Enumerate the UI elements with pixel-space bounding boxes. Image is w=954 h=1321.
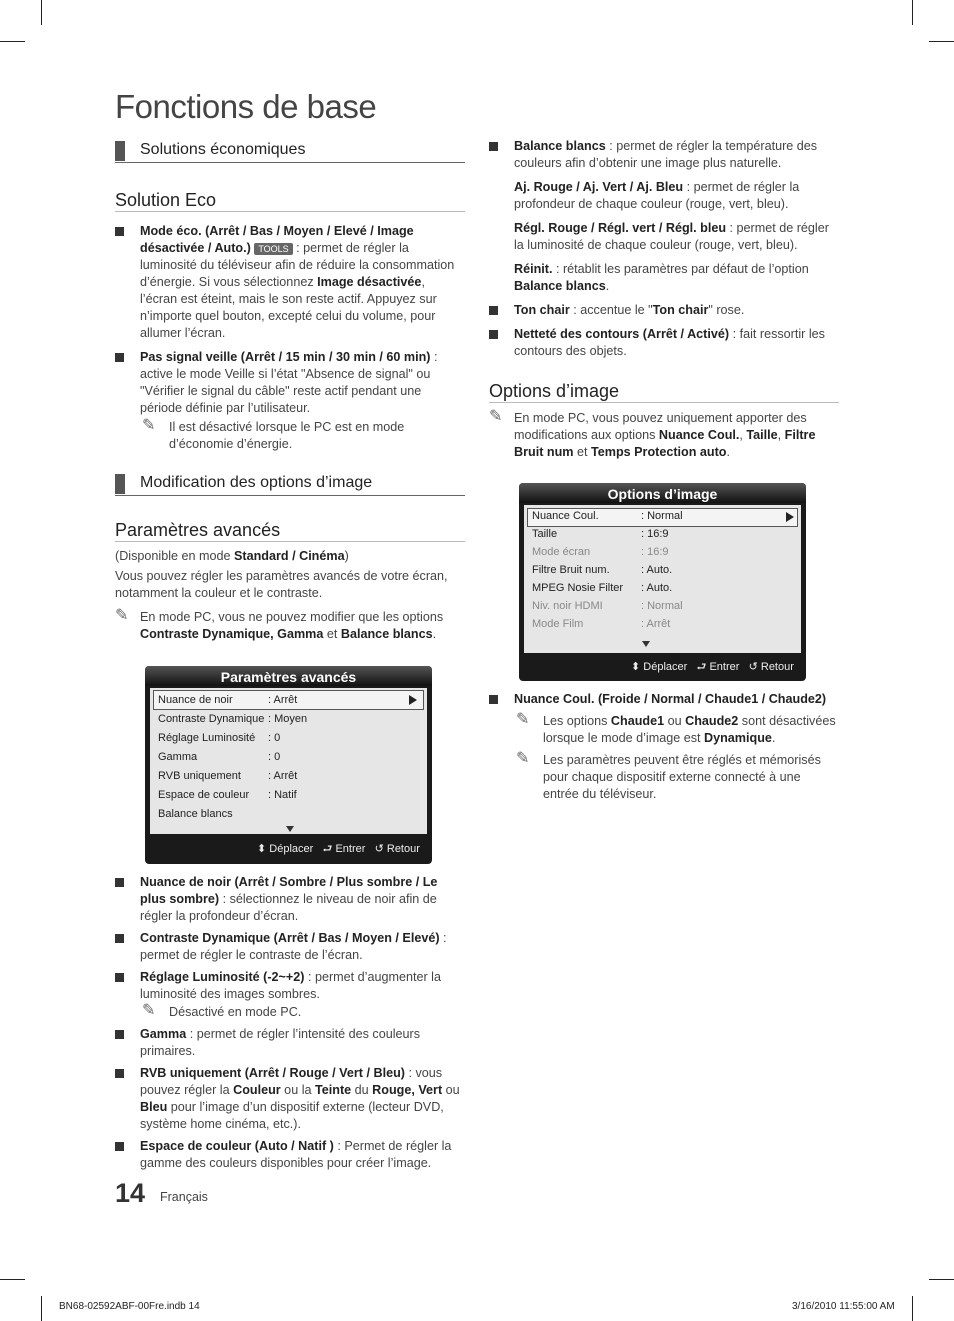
menu-row-value: : 16:9 xyxy=(641,528,669,540)
menu-row-label: MPEG Nosie Filter xyxy=(532,582,624,594)
crop-mark xyxy=(912,1296,913,1321)
crop-mark xyxy=(0,41,25,42)
menu-row-value: : Auto. xyxy=(641,564,673,576)
list-item: Pas signal veille (Arrêt / 15 min / 30 min / 60 min) : active le mode Veille si l’état "Absence de signal" ou "Vérifier le signal du câble" reste actif pendant une période définie par l’utilisateur. xyxy=(115,349,465,417)
paragraph: Réinit. : rétablit les paramètres par défaut de l’option Balance blancs. xyxy=(514,262,809,293)
menu-row[interactable] xyxy=(158,786,418,804)
footer-date: 3/16/2010 11:55:00 AM xyxy=(792,1301,895,1312)
arrow-down-icon xyxy=(286,826,294,832)
pencil-icon: ✎ xyxy=(115,607,129,624)
list-item: Mode éco. (Arrêt / Bas / Moyen / Elevé / Image désactivée / Auto.) TOOLS : permet de régler la luminosité du téléviseur afin de réduire la consommation d’énergie. Si vous sélectionnez Image désactivée, l’écran est éteint, mais le son reste actif. Appuyez sur n’importe quel bouton, excepté celui du volume, pour allumer l’écran. xyxy=(115,223,465,342)
return-icon: ↺ xyxy=(748,661,758,673)
menu-row-label: Contraste Dynamique xyxy=(158,713,265,725)
menu-row[interactable] xyxy=(158,729,418,747)
menu-row-value: : Moyen xyxy=(268,713,308,725)
list-item: Contraste Dynamique (Arrêt / Bas / Moyen / Elevé) : permet de régler le contraste de l’écran. xyxy=(115,930,465,964)
list-item: Nuance Coul. (Froide / Normal / Chaude1 / Chaude2) xyxy=(489,691,839,708)
heading-parametres-avances: Paramètres avancés xyxy=(115,522,465,542)
section-title: Solutions économiques xyxy=(140,141,306,158)
return-icon: ↺ xyxy=(374,843,384,855)
list-item: Balance blancs : permet de régler la température des couleurs afin d’obtenir une image plus naturelle. xyxy=(489,138,839,172)
enter-hint: Entrer xyxy=(709,661,740,673)
updown-icon: ⬍ xyxy=(631,661,641,673)
move-hint: Déplacer xyxy=(269,843,314,855)
menu-row[interactable] xyxy=(158,748,418,766)
pencil-icon: ✎ xyxy=(489,408,503,425)
menu-row-label: Espace de couleur xyxy=(158,789,250,801)
menu-footer xyxy=(257,840,420,859)
updown-icon: ⬍ xyxy=(257,843,267,855)
right-column-lower xyxy=(489,691,839,803)
menu-row-label: Nuance de noir xyxy=(158,694,233,706)
list-item: Ton chair : accentue le "Ton chair" rose. xyxy=(489,302,839,319)
menu-row-label: Réglage Luminosité xyxy=(158,732,256,744)
note: ✎ Désactivé en mode PC. xyxy=(142,1002,302,1019)
section-header xyxy=(115,138,465,163)
page-number: 14 xyxy=(115,1178,146,1208)
enter-icon: ⮐ xyxy=(322,843,333,855)
menu-row-label: Niv. noir HDMI xyxy=(532,600,603,612)
page-title: Fonctions de base xyxy=(115,88,377,125)
paragraph: Vous pouvez régler les paramètres avancés de votre écran, notamment la couleur et le contraste. xyxy=(115,569,448,600)
pencil-icon: ✎ xyxy=(516,711,530,728)
right-column xyxy=(489,138,839,461)
tools-badge: TOOLS xyxy=(254,243,292,255)
menu-row-label: Mode Film xyxy=(532,618,584,630)
menu-row-label: RVB uniquement xyxy=(158,770,241,782)
menu-row-value: : Normal xyxy=(641,600,683,612)
list-item: Nuance de noir (Arrêt / Sombre / Plus sombre / Le plus sombre) : sélectionnez le niveau de noir afin de régler la profondeur d’écran. xyxy=(115,874,465,925)
back-hint: Retour xyxy=(760,661,794,673)
list-item: Réglage Luminosité (-2~+2) : permet d’augmenter la luminosité des images sombres. xyxy=(115,969,465,1003)
menu-parametres-avances xyxy=(145,666,432,864)
pencil-icon: ✎ xyxy=(142,417,156,434)
list-item: Netteté des contours (Arrêt / Activé) : fait ressortir les contours des objets. xyxy=(489,326,839,360)
section-header xyxy=(115,471,465,496)
menu-row[interactable] xyxy=(532,525,792,543)
crop-mark xyxy=(929,41,954,42)
heading-options-image: Options d’image xyxy=(489,383,839,403)
enter-hint: Entrer xyxy=(335,843,366,855)
back-hint: Retour xyxy=(386,843,420,855)
paragraph: Aj. Rouge / Aj. Vert / Aj. Bleu : permet de régler la profondeur de chaque couleur (rouge, vert, bleu). xyxy=(514,180,800,211)
menu-row-value: : Normal xyxy=(641,510,683,522)
menu-row[interactable] xyxy=(158,710,418,728)
menu-row-value: : Arrêt xyxy=(641,618,671,630)
move-hint: Déplacer xyxy=(643,661,688,673)
menu-row-label: Taille xyxy=(532,528,558,540)
menu-row[interactable] xyxy=(158,805,418,823)
menu-row[interactable] xyxy=(532,579,792,597)
menu-row xyxy=(532,543,792,561)
note: ✎ En mode PC, vous pouvez uniquement apporter des modifications aux options Nuance Coul., Taille, Filtre Bruit num et Temps Protection auto. xyxy=(489,408,816,459)
crop-mark xyxy=(912,0,913,25)
crop-mark xyxy=(41,0,42,25)
menu-row[interactable] xyxy=(532,507,792,525)
note: ✎ Les options Chaude1 ou Chaude2 sont désactivées lorsque le mode d’image est Dynamique. xyxy=(516,711,836,745)
pencil-icon: ✎ xyxy=(516,750,530,767)
menu-row-value: : 0 xyxy=(268,751,281,763)
menu-row[interactable] xyxy=(158,691,418,709)
crop-mark xyxy=(929,1279,954,1280)
list-item: Espace de couleur (Auto / Natif ) : Permet de régler la gamme des couleurs disponibles pour créer l’image. xyxy=(115,1138,465,1172)
pencil-icon: ✎ xyxy=(142,1002,156,1019)
page-language: Français xyxy=(160,1190,208,1204)
list-item: RVB uniquement (Arrêt / Rouge / Vert / Bleu) : vous pouvez régler la Couleur ou la Teinte du Rouge, Vert ou Bleu pour l’image d’un dispositif externe (lecteur DVD, système home cinéma, etc.). xyxy=(115,1065,465,1133)
menu-row-value: : Auto. xyxy=(641,582,673,594)
section-title: Modification des options d’image xyxy=(140,474,373,491)
arrow-down-icon xyxy=(642,641,650,647)
menu-body xyxy=(524,505,801,653)
menu-row-value: : 0 xyxy=(268,732,281,744)
menu-options-image xyxy=(519,483,806,681)
left-column xyxy=(115,138,465,643)
list-item: Gamma : permet de régler l’intensité des couleurs primaires. xyxy=(115,1026,465,1060)
menu-row xyxy=(532,597,792,615)
menu-row[interactable] xyxy=(532,561,792,579)
menu-title: Options d’image xyxy=(519,483,806,503)
menu-row-value: : Arrêt xyxy=(268,770,298,782)
menu-row-label: Mode écran xyxy=(532,546,591,558)
crop-mark xyxy=(41,1296,42,1321)
enter-icon: ⮐ xyxy=(696,661,707,673)
menu-row-value: : Natif xyxy=(268,789,297,801)
footer-file: BN68-02592ABF-00Fre.indb 14 xyxy=(59,1301,200,1312)
paragraph: (Disponible en mode Standard / Cinéma) xyxy=(115,549,349,563)
paragraph: Régl. Rouge / Régl. vert / Régl. bleu : permet de régler la luminosité de chaque couleur (rouge, vert, bleu). xyxy=(514,221,829,252)
menu-row-label: Filtre Bruit num. xyxy=(532,564,610,576)
note: ✎ En mode PC, vous ne pouvez modifier que les options Contraste Dynamique, Gamma et Balance blancs. xyxy=(115,607,444,641)
menu-row-value: : 16:9 xyxy=(641,546,669,558)
heading-solution-eco: Solution Eco xyxy=(115,192,465,212)
menu-body xyxy=(150,688,427,834)
menu-row-label: Balance blancs xyxy=(158,808,233,820)
note: ✎ Il est désactivé lorsque le PC est en mode d’économie d’énergie. xyxy=(142,417,405,451)
menu-row-value: : Arrêt xyxy=(268,694,298,706)
left-column-lower xyxy=(115,874,465,1172)
note: ✎ Les paramètres peuvent être réglés et mémorisés pour chaque dispositif externe connecté à une entrée du téléviseur. xyxy=(516,750,821,801)
menu-row-label: Gamma xyxy=(158,751,198,763)
menu-row[interactable] xyxy=(158,767,418,785)
crop-mark xyxy=(0,1279,25,1280)
menu-title: Paramètres avancés xyxy=(145,666,432,686)
menu-row xyxy=(532,615,792,633)
menu-footer xyxy=(631,658,794,677)
menu-row-label: Nuance Coul. xyxy=(532,510,599,522)
